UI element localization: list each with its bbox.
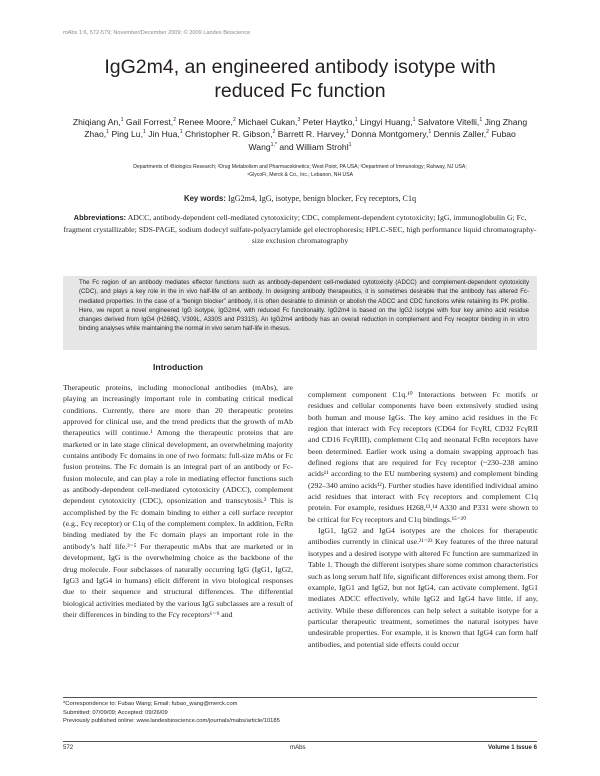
author: Jin Hua,$^1$ bbox=[148, 129, 183, 140]
author-list bbox=[70, 116, 530, 153]
author: Lingyi Huang,$^1$ bbox=[360, 117, 416, 127]
keywords-text: IgG2m4, IgG, isotype, benign blocker, Fcγ receptors, C1q bbox=[228, 194, 417, 203]
author: Fubao Wang$^{1,*}$ bbox=[248, 129, 516, 152]
paragraph: IgG1, IgG2 and IgG4 isotypes are the choices for therapeutic antibodies currently in clinical use.²¹⁻²³ Key features of the three natural isotypes and a desired isotype with altered Fc function are summarized in Table 1. Though the different isotypes share some common characteristics such as long serum half life, significant differences exist among them. For example, IgG1 and IgG2, but not IgG4, can activate complement. IgG1 mediates ADCC effectively, while IgG2 and IgG4 have little, if any, activity. While these differences can help select a suitable isotype for a particular therapeutic treatment, sometimes the natural isotypes have undesirable properties. For example, it is known that IgG4 can form half antibodies, and potential side effects could occur bbox=[308, 526, 538, 649]
abbreviations-label: Abbreviations: bbox=[73, 213, 127, 222]
abstract-box bbox=[63, 276, 537, 350]
paragraph: Therapeutic proteins, including monoclonal antibodies (mAbs), are playing an increasingly important role in combating critical medical conditions. Currently, there are more than 20 therapeutic proteins approved for clinical use, and the trend predicts that the growth of mAb therapeutics will continue.¹ Among the therapeutic proteins that are marketed or in late stage clinical development, an overwhelming majority contains antibody Fc domains in one of two formats: full-size mAbs or Fc fusion proteins. The Fc domain is an integral part of an antibody or Fc-fusion molecule, and can play a role in mediating effector functions such as antibody-dependent cell-mediated cytotoxicity (ADCC), complement dependent cytotoxicity (CDC), opsonization and transcytosis.² This is accomplished by the Fc domain binding to either a cell surface receptor (e.g., Fcγ receptor) or C1q of the complement complex. In addition, FcRn binding mediated by the Fc domain plays an important role in the antibody’s half life.³⁻⁵ For therapeutic mAbs that are marketed or in development, IgG is the overwhelming choice as the backbone of the drug molecule. Four subclasses of naturally occurring IgG (IgG1, IgG2, IgG3 and IgG4 in humans) elicit different in vivo biological responses due to their sequence and structural differences. The differential biological activities mediated by the various IgG subclasses are a result of their differences in binding to the Fcγ receptors⁶⁻⁹ and bbox=[63, 383, 293, 619]
author: Peter Haytko,$^1$ bbox=[302, 117, 358, 127]
section-heading-introduction: Introduction bbox=[152, 362, 204, 372]
footnotes bbox=[63, 700, 537, 726]
body-column-right bbox=[308, 389, 538, 650]
volume-issue: Volume 1 Issue 6 bbox=[488, 744, 537, 751]
title-line-2: reduced Fc function bbox=[214, 80, 386, 102]
footer-divider bbox=[63, 741, 537, 742]
author: and William Strohl$^1$ bbox=[279, 141, 352, 152]
body-column-left bbox=[63, 382, 293, 620]
affiliation-line-2: ⁴GlycoFi, Merck & Co., Inc.; Lebanon, NH USA bbox=[246, 171, 354, 178]
footnote-divider bbox=[63, 697, 537, 698]
article-title bbox=[60, 55, 540, 103]
abstract-text: The Fc region of an antibody mediates effector functions such as antibody-dependent cell-mediated cytotoxicity (ADCC) and complement-dependent cytotoxicity (CDC), and plays a key role in the in vivo half-life of an antibody. In designing antibody therapeutics, it is sometimes desirable that the antibody has altered Fc-mediated properties. In the case of a “benign blocker” antibody, it is often desirable to diminish or abolish the ADCC and CDC functions while retaining its PK profile. Here, we report a novel engineered IgG isotype, IgG2m4, with reduced Fc functionality. IgG2m4 is based on the IgG2 isotype with four key amino acid residue changes derived from IgG4 (H268Q, V309L, A330S and P331S). An IgG2m4 antibody has an overall reduction in complement and Fcγ receptor binding in in vitro binding analyses while maintaining the normal in vivo serum half-life in rhesus. bbox=[79, 279, 529, 333]
page-number: 572 bbox=[63, 744, 74, 751]
affiliation-line-1: Departments of ¹Biologics Research; ²Drug Metabolism and Pharmacokinetics; West Point, PA USA; ³Department of Immunology; Rahway, NJ USA; bbox=[133, 164, 467, 170]
correspondence-note: *Correspondence to: Fubao Wang; Email: fubao_wang@merck.com bbox=[63, 701, 238, 707]
keywords-label: Key words: bbox=[183, 194, 226, 203]
submission-dates: Submitted: 07/09/09; Accepted: 09/26/09 bbox=[63, 709, 168, 716]
author: Michael Cukan,$^3$ bbox=[238, 117, 301, 127]
author: Renee Moore,$^2$ bbox=[178, 117, 236, 127]
author: Salvatore Vitelli,$^1$ bbox=[417, 117, 483, 127]
author: Zhiqiang An,$^1$ bbox=[72, 117, 124, 127]
running-head: mAbs 1:6, 572-579; November/December 2009; © 2009 Landes Bioscience bbox=[63, 30, 251, 36]
author: Ping Lu,$^1$ bbox=[111, 129, 146, 140]
journal-name: mAbs bbox=[290, 744, 306, 751]
title-line-1: IgG2m4, an engineered antibody isotype with bbox=[104, 56, 496, 78]
affiliations bbox=[70, 164, 530, 179]
author: Donna Montgomery,$^1$ bbox=[351, 129, 432, 140]
author: Barrett R. Harvey,$^1$ bbox=[277, 129, 349, 140]
author: Christopher R. Gibson,$^2$ bbox=[185, 129, 276, 140]
paragraph: complement component C1q.¹⁰ Interactions between Fc motifs or residues and cellular components have been extensively studied using both human and mouse IgGs. The key amino acid residues in the Fc region that interact with Fcγ receptors (CD64 for FcγRI, CD32 FcγRII and CD16 FcγRIII), complement C1q and neonatal FcRn receptors have been determined. Earlier work using a domain swapping approach has defined regions that are required for Fcγ receptor (~230–238 amino acids¹¹ according to the EU numbering system) and complement binding (292–340 amino acids¹²). Further studies have identified individual amino acid residues that interact with Fcγ receptors and complement C1q protein. For example, residues H268,¹³,¹⁴ A330 and P331 were shown to be critical for Fcγ receptors and C1q bindings.¹⁵⁻²⁰ bbox=[308, 390, 538, 524]
abbreviations-text: ADCC, antibody-dependent cell-mediated cytotoxicity; CDC, complement-dependent cytotoxicity; IgG, immunoglobulin G; Fc, fragment crystallizable; SDS-PAGE, sodium dodecyl sulfate-polyacrylamide gel electrophoresis; HPLC-SEC, high performance liquid chromatography-size exclusion chromatography bbox=[63, 213, 537, 245]
publication-note: Previously published online: www.landesbioscience.com/journals/mabs/article/10185 bbox=[63, 718, 280, 725]
author: Dennis Zaller,$^2$ bbox=[433, 129, 490, 140]
abbreviations bbox=[62, 212, 538, 247]
author: Gail Forrest,$^2$ bbox=[125, 117, 177, 127]
keywords bbox=[60, 194, 540, 203]
author: Jing Zhang Zhao,$^1$ bbox=[84, 117, 528, 140]
